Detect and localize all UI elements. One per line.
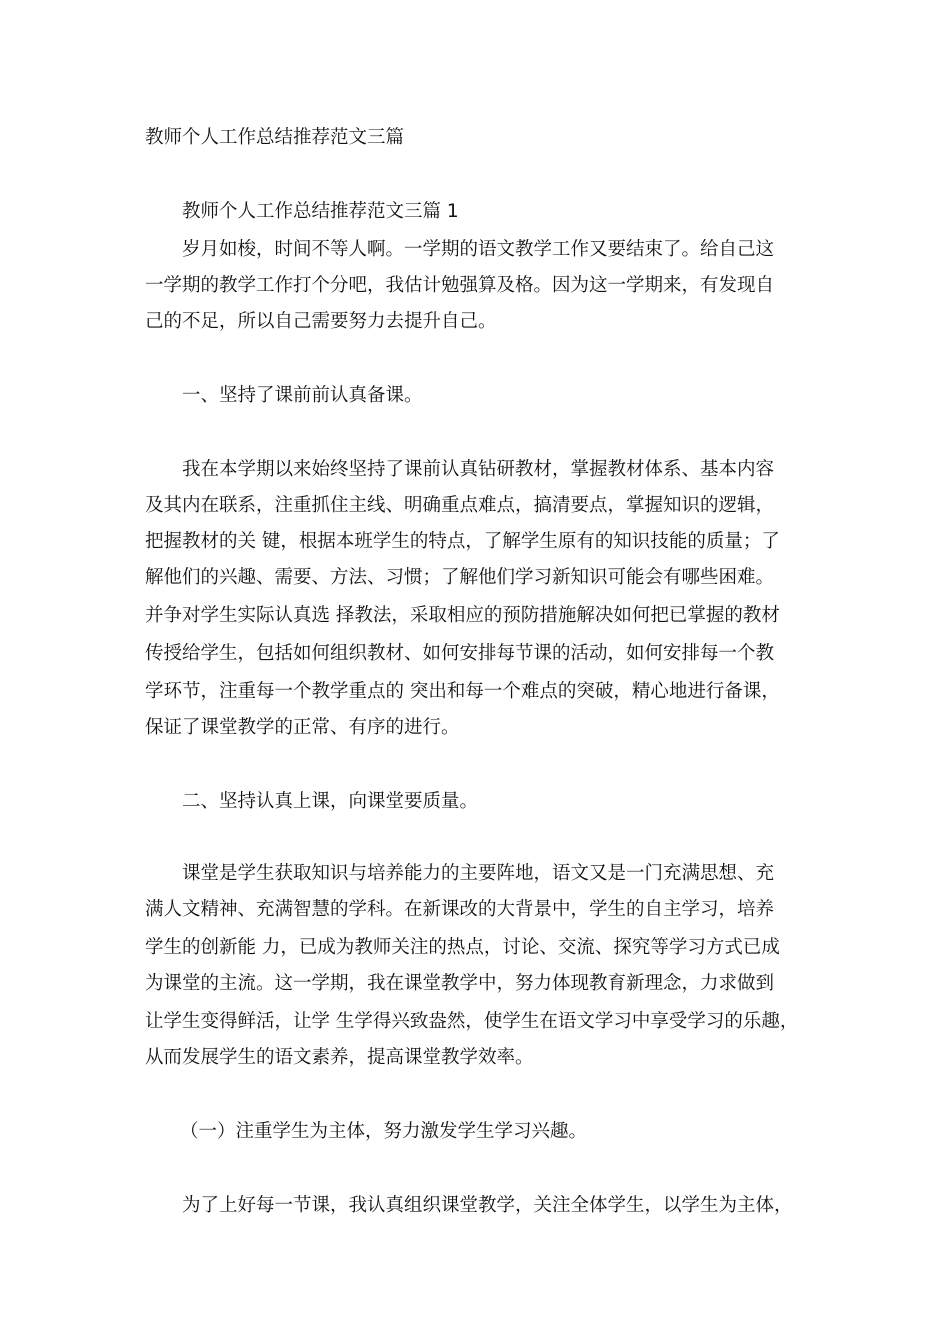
document-title: 教师个人工作总结推荐范文三篇 [145, 127, 405, 148]
section-heading: （一）注重学生为主体，努力激发学生学习兴趣。 [180, 1121, 588, 1142]
paragraph-line: 为课堂的主流。这一学期，我在课堂教学中，努力体现教育新理念，力求做到 [145, 973, 775, 994]
paragraph-line: 及其内在联系，注重抓住主线、明确重点难点，搞清要点，掌握知识的逻辑， [145, 495, 775, 516]
paragraph-line: 从而发展学生的语文素养，提高课堂教学效率。 [145, 1047, 534, 1068]
paragraph-line: 己的不足，所以自己需要努力去提升自己。 [145, 311, 497, 332]
paragraph-line: 课堂是学生获取知识与培养能力的主要阵地，语文又是一门充满思想、充 [182, 863, 775, 884]
paragraph-line: 解他们的兴趣、需要、方法、习惯；了解他们学习新知识可能会有哪些困难。 [145, 567, 775, 588]
paragraph-line: 一学期的教学工作打个分吧，我估计勉强算及格。因为这一学期来，有发现自 [145, 275, 775, 296]
paragraph-line: 传授给学生，包括如何组织教材、如何安排每节课的活动，如何安排每一个教 [145, 643, 775, 664]
paragraph-line: 为了上好每一节课，我认真组织课堂教学，关注全体学生，以学生为主体， [182, 1195, 793, 1216]
paragraph-line: 满人文精神、充满智慧的学科。在新课改的大背景中，学生的自主学习，培养 [145, 899, 775, 920]
paragraph-line: 让学生变得鲜活，让学 生学得兴致盎然，使学生在语文学习中享受学习的乐趣， [145, 1011, 799, 1032]
paragraph-line: 岁月如梭，时间不等人啊。一学期的语文教学工作又要结束了。给自己这 [182, 239, 775, 260]
paragraph-line: 把握教材的关 键，根据本班学生的特点，了解学生原有的知识技能的质量；了 [145, 531, 780, 552]
paragraph-line: 我在本学期以来始终坚持了课前认真钻研教材，掌握教材体系、基本内容 [182, 459, 775, 480]
section-heading: 一、坚持了课前前认真备课。 [182, 385, 423, 406]
section-heading: 教师个人工作总结推荐范文三篇 1 [182, 201, 459, 222]
paragraph-line: 学生的创新能 力，已成为教师关注的热点，讨论、交流、探究等学习方式已成 [145, 937, 780, 958]
paragraph-line: 并争对学生实际认真选 择教法，采取相应的预防措施解决如何把已掌握的教材 [145, 605, 780, 626]
section-heading: 二、坚持认真上课，向课堂要质量。 [182, 791, 479, 812]
paragraph-line: 学环节，注重每一个教学重点的 突出和每一个难点的突破，精心地进行备课， [145, 681, 780, 702]
paragraph-line: 保证了课堂教学的正常、有序的进行。 [145, 717, 460, 738]
